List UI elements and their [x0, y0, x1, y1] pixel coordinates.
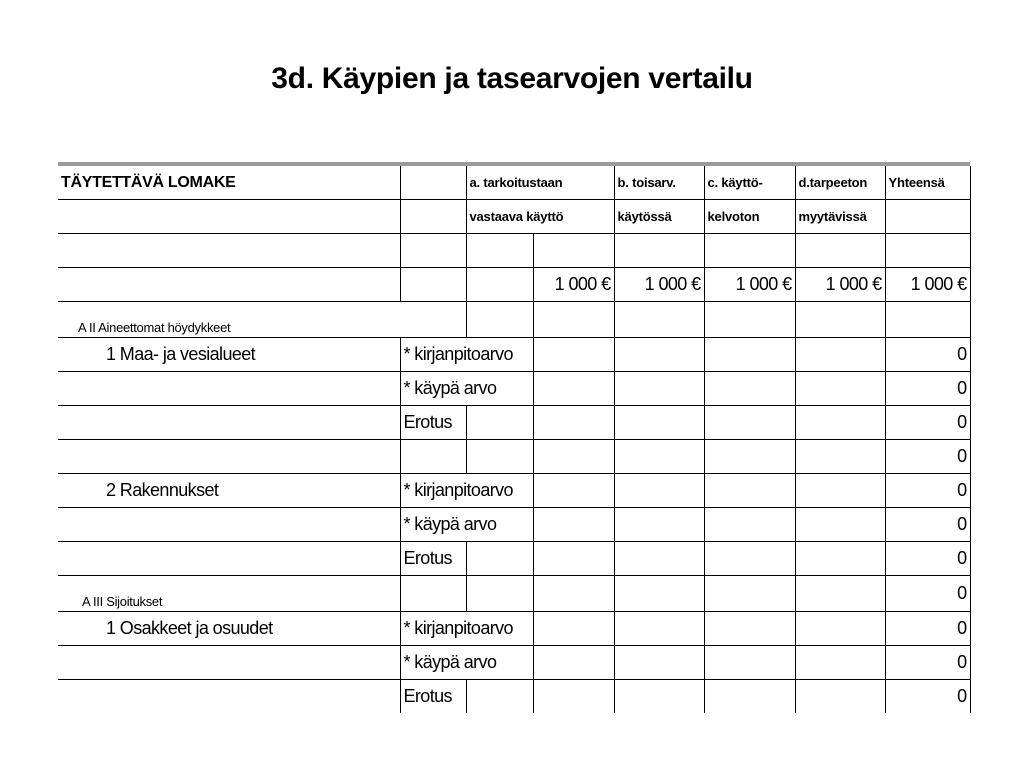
cell[interactable]: [614, 576, 704, 612]
cell[interactable]: [400, 440, 466, 474]
header-col-b-line2: käytössä: [614, 200, 704, 234]
item-name: 2 Rakennukset: [58, 474, 400, 508]
row-label: * käypä arvo: [400, 372, 533, 406]
cell[interactable]: [614, 440, 704, 474]
row-total[interactable]: 0: [885, 646, 970, 680]
cell[interactable]: [704, 338, 795, 372]
cell[interactable]: [58, 508, 400, 542]
cell[interactable]: [466, 302, 533, 338]
cell[interactable]: [614, 612, 704, 646]
cell[interactable]: [795, 542, 885, 576]
cell[interactable]: [795, 646, 885, 680]
header-col-total: Yhteensä: [885, 166, 970, 200]
cell[interactable]: [704, 440, 795, 474]
cell[interactable]: [704, 372, 795, 406]
cell[interactable]: [533, 440, 614, 474]
cell[interactable]: [533, 646, 614, 680]
cell[interactable]: [614, 646, 704, 680]
cell[interactable]: [466, 440, 533, 474]
section-label: A III Sijoitukset: [58, 576, 400, 612]
cell[interactable]: [704, 612, 795, 646]
cell[interactable]: [466, 542, 533, 576]
cell[interactable]: [58, 234, 400, 268]
cell[interactable]: [58, 440, 400, 474]
cell[interactable]: [704, 576, 795, 612]
item-name: 1 Maa- ja vesialueet: [58, 338, 400, 372]
amounts-row: [58, 268, 970, 302]
cell[interactable]: [58, 372, 400, 406]
table-row: [58, 474, 970, 508]
cell[interactable]: [795, 612, 885, 646]
row-total[interactable]: 0: [885, 542, 970, 576]
table-row: [58, 508, 970, 542]
row-total[interactable]: 0: [885, 406, 970, 440]
form-title: TÄYTETTÄVÄ LOMAKE: [58, 166, 400, 200]
amount-col-a[interactable]: 1 000 €: [533, 268, 614, 302]
row-total[interactable]: 0: [885, 338, 970, 372]
amount-col-b[interactable]: 1 000 €: [614, 268, 704, 302]
header-col-a: a. tarkoitustaan: [466, 166, 614, 200]
cell[interactable]: [704, 234, 795, 268]
cell[interactable]: [533, 302, 614, 338]
cell[interactable]: [795, 576, 885, 612]
cell[interactable]: [614, 542, 704, 576]
spreadsheet-form: [58, 162, 970, 713]
cell[interactable]: [400, 234, 466, 268]
cell[interactable]: [614, 302, 704, 338]
amount-col-c[interactable]: 1 000 €: [704, 268, 795, 302]
comparison-table: [58, 166, 971, 713]
table-row: [58, 338, 970, 372]
cell[interactable]: [614, 474, 704, 508]
cell[interactable]: [58, 268, 400, 302]
cell[interactable]: [533, 406, 614, 440]
header-col-d: d.tarpeeton: [795, 166, 885, 200]
cell[interactable]: [614, 680, 704, 714]
header-row-1: [58, 166, 970, 200]
amount-col-d[interactable]: 1 000 €: [795, 268, 885, 302]
amount-total[interactable]: 1 000 €: [885, 268, 970, 302]
section-row: [58, 576, 970, 612]
cell[interactable]: [795, 474, 885, 508]
header-col-b: b. toisarv.: [614, 166, 704, 200]
cell[interactable]: [58, 542, 400, 576]
cell[interactable]: [704, 680, 795, 714]
cell[interactable]: [466, 406, 533, 440]
cell[interactable]: [614, 338, 704, 372]
cell[interactable]: [795, 234, 885, 268]
table-row: [58, 440, 970, 474]
table-row: [58, 646, 970, 680]
cell[interactable]: [533, 234, 614, 268]
cell[interactable]: [533, 612, 614, 646]
cell[interactable]: [704, 302, 795, 338]
cell[interactable]: [795, 440, 885, 474]
cell[interactable]: [885, 234, 970, 268]
row-label: * käypä arvo: [400, 646, 533, 680]
cell[interactable]: [704, 646, 795, 680]
cell[interactable]: [400, 166, 466, 200]
item-name: 1 Osakkeet ja osuudet: [58, 612, 400, 646]
slide-title: 3d. Käypien ja tasearvojen vertailu: [271, 62, 753, 95]
table-row: [58, 680, 970, 714]
cell[interactable]: [466, 234, 533, 268]
row-label: * kirjanpitoarvo: [400, 338, 533, 372]
cell[interactable]: [533, 680, 614, 714]
table-row: [58, 372, 970, 406]
empty-row: [58, 234, 970, 268]
table-row: [58, 406, 970, 440]
cell[interactable]: [704, 406, 795, 440]
cell[interactable]: [795, 302, 885, 338]
cell[interactable]: [885, 302, 970, 338]
cell[interactable]: [400, 268, 466, 302]
cell[interactable]: [614, 508, 704, 542]
header-col-c-line2: kelvoton: [704, 200, 795, 234]
header-col-total-line2: [885, 200, 970, 234]
cell[interactable]: [704, 508, 795, 542]
cell[interactable]: [400, 200, 466, 234]
row-total[interactable]: 0: [885, 576, 970, 612]
header-col-c: c. käyttö-: [704, 166, 795, 200]
table-row: [58, 612, 970, 646]
cell[interactable]: [533, 508, 614, 542]
row-total[interactable]: 0: [885, 680, 970, 714]
cell[interactable]: [614, 234, 704, 268]
row-label: * kirjanpitoarvo: [400, 474, 533, 508]
header-row-2: [58, 200, 970, 234]
cell[interactable]: [704, 474, 795, 508]
row-total[interactable]: 0: [885, 440, 970, 474]
cell[interactable]: [704, 542, 795, 576]
cell[interactable]: [466, 576, 533, 612]
section-label: A II Aineettomat höydykkeet: [58, 302, 400, 338]
row-label: Erotus: [400, 406, 466, 440]
row-label: Erotus: [400, 680, 466, 714]
cell[interactable]: [795, 680, 885, 714]
row-label: Erotus: [400, 542, 466, 576]
cell[interactable]: [466, 268, 533, 302]
cell[interactable]: [533, 372, 614, 406]
row-label: * käypä arvo: [400, 508, 533, 542]
cell[interactable]: [58, 646, 400, 680]
row-total[interactable]: 0: [885, 372, 970, 406]
row-label: * kirjanpitoarvo: [400, 612, 533, 646]
cell[interactable]: [614, 372, 704, 406]
cell[interactable]: [533, 338, 614, 372]
cell[interactable]: [58, 680, 400, 714]
cell[interactable]: [400, 576, 466, 612]
cell[interactable]: [58, 406, 400, 440]
row-total[interactable]: 0: [885, 612, 970, 646]
cell[interactable]: [533, 474, 614, 508]
row-total[interactable]: 0: [885, 474, 970, 508]
header-col-a-line2: vastaava käyttö: [466, 200, 614, 234]
cell[interactable]: [795, 338, 885, 372]
cell[interactable]: [795, 372, 885, 406]
row-total[interactable]: 0: [885, 508, 970, 542]
cell[interactable]: [614, 406, 704, 440]
cell[interactable]: [795, 508, 885, 542]
cell[interactable]: [400, 302, 466, 338]
cell[interactable]: [466, 680, 533, 714]
cell[interactable]: [795, 406, 885, 440]
table-row: [58, 542, 970, 576]
header-col-d-line2: myytävissä: [795, 200, 885, 234]
cell[interactable]: [533, 542, 614, 576]
cell[interactable]: [533, 576, 614, 612]
section-row: [58, 302, 970, 338]
cell[interactable]: [58, 200, 400, 234]
